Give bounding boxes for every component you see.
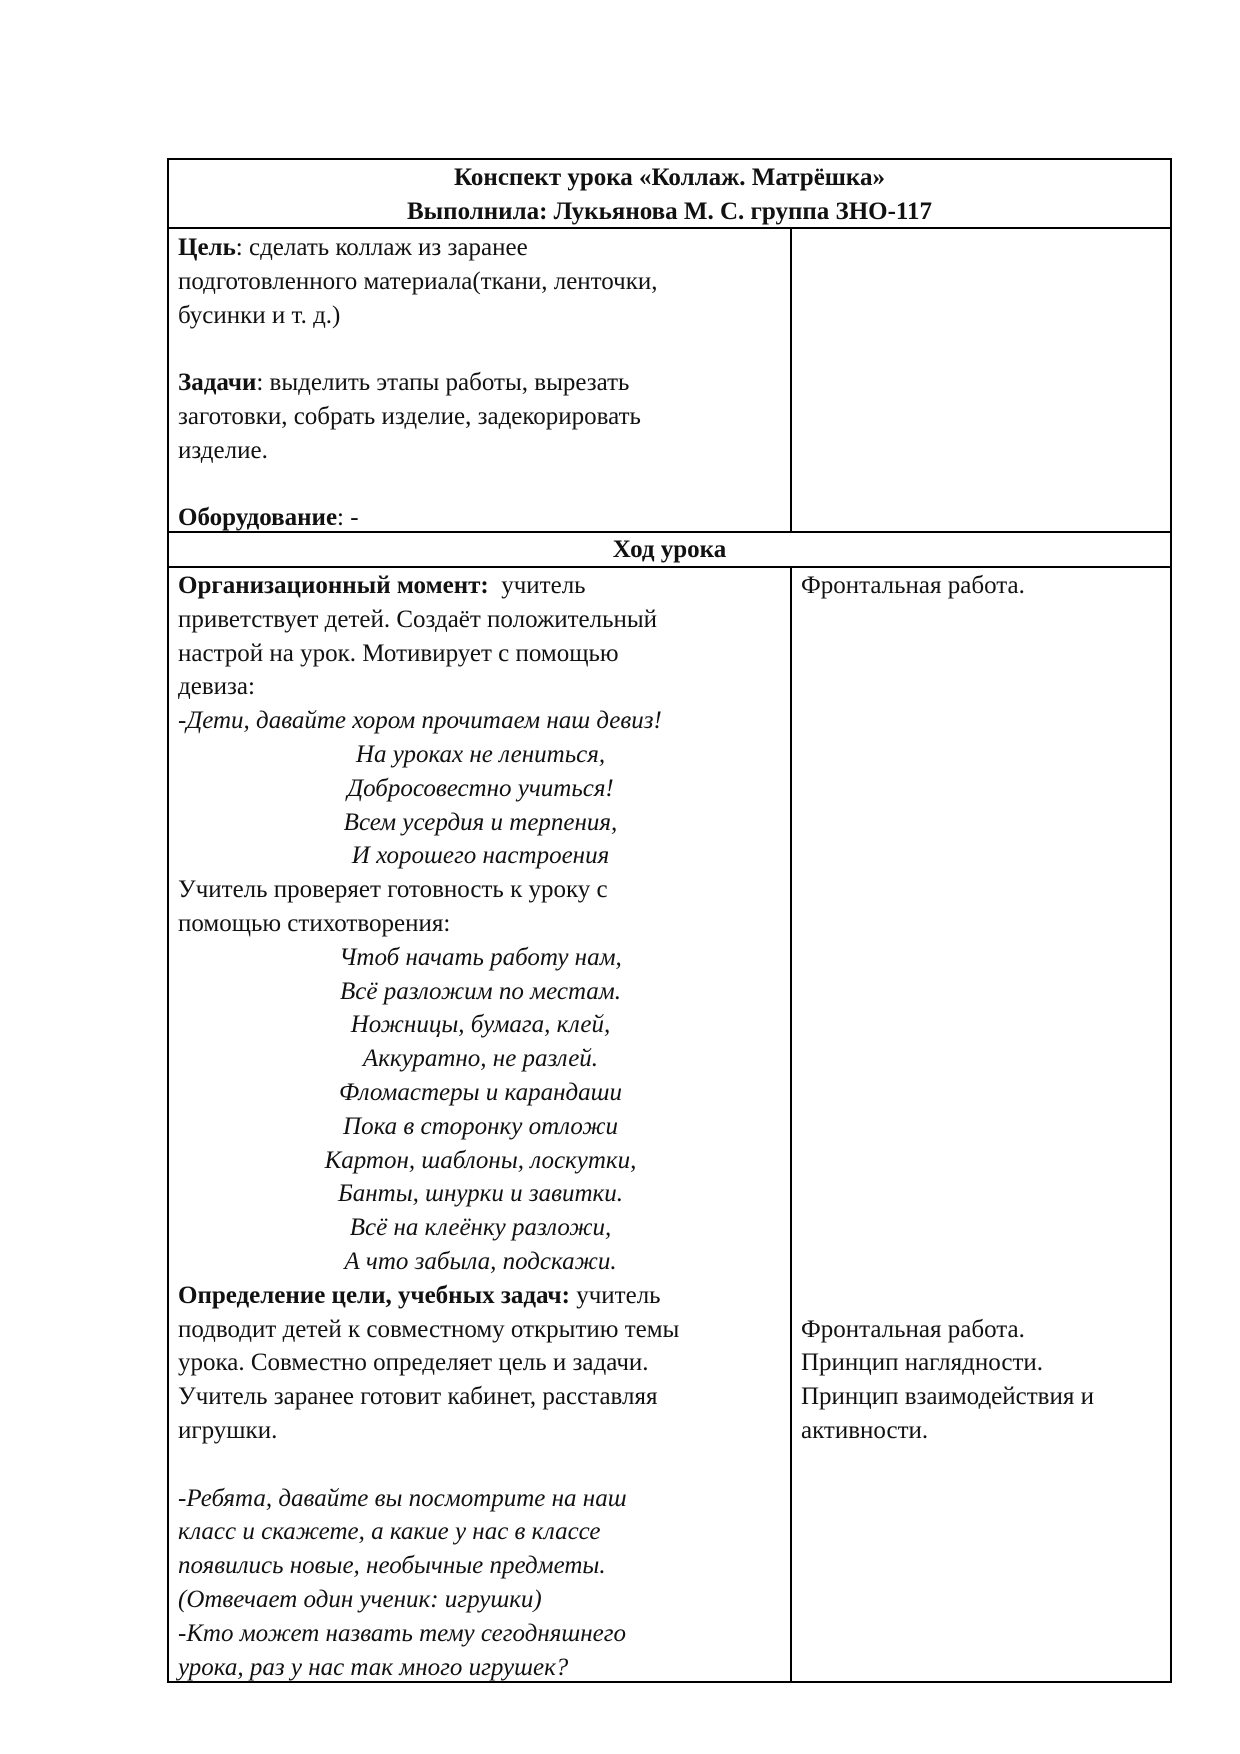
- text-line: [178, 1144, 783, 1178]
- line-text: подводит детей к совместному открытию темы: [178, 1315, 680, 1343]
- divider: [169, 227, 1170, 229]
- text-line: [178, 569, 783, 603]
- text-line: [178, 1110, 783, 1144]
- text-line: [178, 468, 657, 502]
- activity-cell: [178, 569, 783, 1684]
- method-line: [801, 670, 1094, 704]
- text-line: [178, 1245, 783, 1279]
- method-line: [801, 1279, 1094, 1313]
- bold-label: Цель: [178, 234, 236, 261]
- text-line: [178, 603, 783, 637]
- line-text: А что забыла, подскажи.: [344, 1247, 617, 1275]
- line-text: На уроках не лениться,: [355, 740, 606, 768]
- line-text: появились новые, необычные предметы.: [178, 1552, 606, 1580]
- text-line: [178, 941, 783, 975]
- method-line: Принцип наглядности.: [801, 1349, 1044, 1377]
- method-line: [801, 941, 1094, 975]
- text-line: [178, 1482, 783, 1516]
- text-line: [178, 1414, 783, 1448]
- text-line: [178, 400, 657, 434]
- table-header: [169, 161, 1170, 229]
- line-text: : -: [337, 504, 359, 532]
- text-line: [178, 704, 783, 738]
- line-text: Всем усердия и терпения,: [343, 808, 618, 836]
- text-line: [178, 434, 657, 468]
- line-text: изделие.: [178, 436, 268, 464]
- bold-label: Организационный момент:: [178, 572, 489, 599]
- line-text: Чтоб начать работу нам,: [339, 943, 622, 971]
- method-line: [801, 1008, 1094, 1042]
- line-text: девиза:: [178, 673, 255, 701]
- text-line: [178, 265, 657, 299]
- method-cell: [801, 569, 1094, 1448]
- line-text: Учитель заранее готовит кабинет, расставляя: [178, 1383, 658, 1411]
- method-line: [801, 603, 1094, 637]
- text-line: [178, 1549, 783, 1583]
- line-text: приветствует детей. Создаёт положительный: [178, 605, 658, 633]
- text-line: [178, 839, 783, 873]
- text-line: [178, 1651, 783, 1685]
- bold-label: Задачи: [178, 369, 257, 397]
- line-text: настрой на урок. Мотивирует с помощью: [178, 639, 619, 667]
- text-line: [178, 1617, 783, 1651]
- line-text: И хорошего настроения: [351, 842, 610, 870]
- method-line: [801, 1076, 1094, 1110]
- method-line: Фронтальная работа.: [801, 572, 1025, 599]
- text-line: [178, 1313, 783, 1347]
- line-text: Всё разложим по местам.: [339, 977, 622, 1005]
- text-line: [178, 738, 783, 772]
- line-text: Банты, шнурки и завитки.: [338, 1180, 623, 1208]
- method-line: [801, 738, 1094, 772]
- line-text: подготовленного материала(ткани, ленточки,: [178, 267, 658, 295]
- line-text: -Дети, давайте хором прочитаем наш девиз!: [178, 707, 662, 735]
- method-line: [801, 907, 1094, 941]
- line-text: Фломастеры и карандаши: [338, 1078, 623, 1106]
- column-divider: [790, 566, 792, 1681]
- column-divider: [790, 227, 792, 531]
- text-line: [178, 1042, 783, 1076]
- section-title: Ход урока: [612, 536, 727, 563]
- method-line: [801, 1245, 1094, 1279]
- method-line: активности.: [801, 1416, 929, 1444]
- line-text: Всё на клеёнку разложи,: [349, 1214, 612, 1242]
- text-line: [178, 873, 783, 907]
- method-line: [801, 637, 1094, 671]
- text-line: [178, 1583, 783, 1617]
- divider: [169, 566, 1170, 568]
- method-line: [801, 704, 1094, 738]
- text-line: [178, 1008, 783, 1042]
- line-text: : сделать коллаж из заранее: [235, 234, 528, 261]
- line-text: игрушки.: [178, 1416, 278, 1444]
- method-line: [801, 839, 1094, 873]
- text-line: [178, 637, 783, 671]
- text-line: [178, 1279, 783, 1313]
- line-text: Картон, шаблоны, лоскутки,: [324, 1146, 637, 1174]
- method-line: [801, 1144, 1094, 1178]
- method-line: Принцип взаимодействия и: [801, 1383, 1094, 1411]
- text-line: [178, 231, 657, 265]
- text-line: [178, 975, 783, 1009]
- line-text: учитель: [488, 572, 586, 599]
- text-line: [178, 1211, 783, 1245]
- method-line: [801, 975, 1094, 1009]
- method-line: [801, 1110, 1094, 1144]
- method-line: [801, 806, 1094, 840]
- text-line: [178, 1515, 783, 1549]
- text-line: [178, 299, 657, 333]
- text-line: [178, 1448, 783, 1482]
- text-line: [178, 366, 657, 400]
- line-text: заготовки, собрать изделие, задекорировать: [178, 402, 641, 430]
- text-line: [178, 772, 783, 806]
- line-text: Добросовестно учиться!: [347, 774, 614, 802]
- intro-cell: [178, 231, 657, 535]
- line-text: Пока в сторонку отложи: [343, 1112, 618, 1140]
- line-text: класс и скажете, а какие у нас в классе: [178, 1518, 601, 1546]
- bold-label: Определение цели, учебных задач:: [178, 1281, 570, 1309]
- method-line: [801, 1211, 1094, 1245]
- line-text: Учитель проверяет готовность к уроку с: [178, 876, 608, 904]
- line-text: учитель: [569, 1281, 661, 1309]
- lesson-table: [167, 158, 1172, 1683]
- lesson-title: Конспект урока «Коллаж. Матрёшка»: [454, 164, 885, 191]
- method-line: [801, 1177, 1094, 1211]
- method-line: [801, 772, 1094, 806]
- method-line: [801, 873, 1094, 907]
- line-text: Аккуратно, не разлей.: [362, 1045, 599, 1073]
- line-text: -Кто может назвать тему сегодняшнего: [178, 1619, 626, 1647]
- line-text: Ножницы, бумага, клей,: [350, 1011, 611, 1039]
- line-text: -Ребята, давайте вы посмотрите на наш: [178, 1484, 627, 1512]
- line-text: (Отвечает один ученик: игрушки): [178, 1585, 542, 1613]
- section-title-cell: [169, 533, 1170, 567]
- bold-label: Оборудование: [178, 504, 338, 532]
- text-line: [178, 670, 783, 704]
- text-line: [178, 907, 783, 941]
- line-text: урока. Совместно определяет цель и задачи.: [178, 1349, 649, 1377]
- text-line: [178, 1177, 783, 1211]
- text-line: [178, 332, 657, 366]
- line-text: бусинки и т. д.): [178, 301, 341, 329]
- text-line: [178, 806, 783, 840]
- text-line: [178, 1380, 783, 1414]
- line-text: урока, раз у нас так много игрушек?: [178, 1653, 569, 1681]
- line-text: : выделить этапы работы, вырезать: [256, 369, 630, 397]
- line-text: помощью стихотворения:: [178, 909, 451, 937]
- method-line: [801, 1042, 1094, 1076]
- lesson-author: Выполнила: Лукьянова М. С. группа ЗНО-117: [406, 197, 933, 225]
- text-line: [178, 1346, 783, 1380]
- method-line: Фронтальная работа.: [801, 1315, 1025, 1343]
- text-line: [178, 1076, 783, 1110]
